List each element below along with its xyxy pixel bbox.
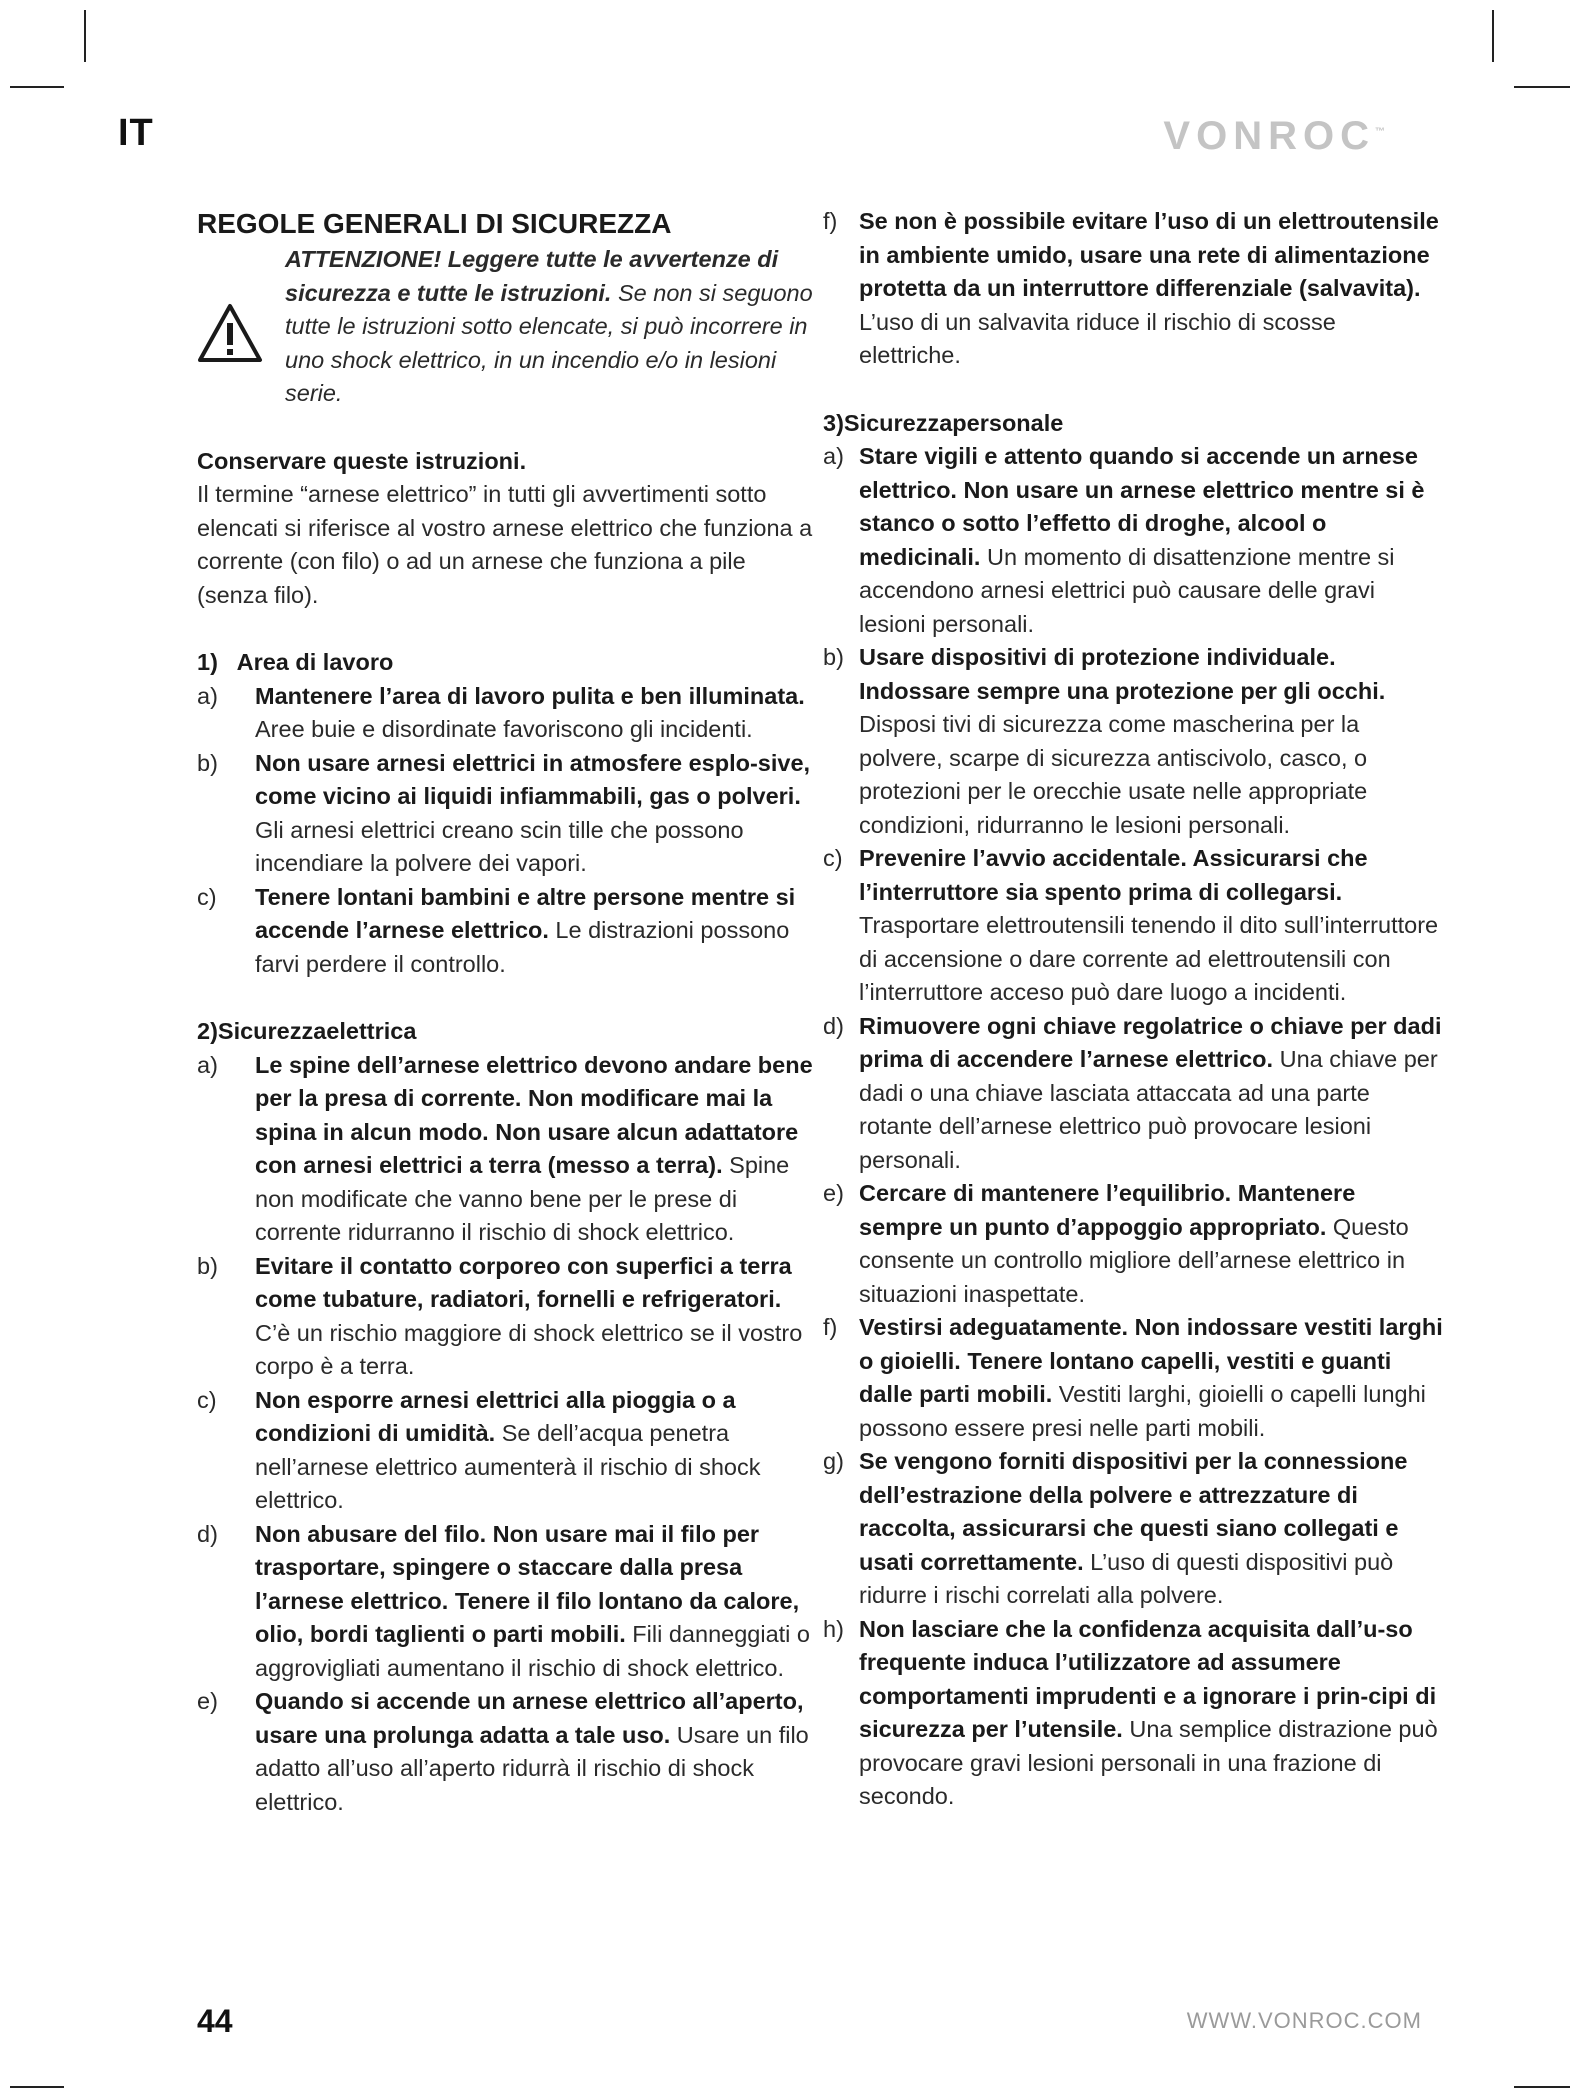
warning-block xyxy=(197,243,817,411)
keep-text: Il termine “arnese elettrico” in tutti gli avvertimenti sotto elencati si riferisce al vostro arnese elettrico che funziona a corrente (con filo) o ad un arnese che funziona a pile (senza filo). xyxy=(197,481,813,608)
list-item: c) Prevenire l’avvio accidentale. Assicurarsi che l’interruttore sia spento prima di collegarsi. Trasportare elettroutensili tenendo il dito sull’interruttore di accensione o dare corrente ad elettroutensili con l’interruttore acceso può dare luogo a incidenti. xyxy=(823,845,1439,1005)
list-item: e) Quando si accende un arnese elettrico all’aperto, usare una prolunga adatta a tale uso. Usare un filo adatto all’uso all’aperto ridurrà il rischio di shock elettrico. xyxy=(197,1688,809,1815)
list-item: g) Se vengono forniti dispositivi per la connessione dell’estrazione della polvere e attrezzature di raccolta, assicurarsi che questi siano collegati e usati correttamente. L’uso di questi dispositivi può ridurre i rischi correlati alla polvere. xyxy=(823,1448,1408,1608)
right-column xyxy=(823,205,1443,1814)
warning-triangle-icon xyxy=(197,303,263,363)
crop-mark xyxy=(1514,2086,1570,2088)
left-column xyxy=(197,205,817,1819)
warning-text: Se non si seguono tutte le istruzioni sotto elencate, si può incorrere in uno shock elettrico, in un incendio e/o in lesioni serie. xyxy=(285,279,813,406)
language-code: IT xyxy=(118,112,154,154)
list-item: a) Stare vigili e attento quando si accende un arnese elettrico. Non usare un arnese elettrico mentre si è stanco o sotto l’effetto di droghe, alcool o medicinali. Un momento di disattenzione mentre si accendono arnesi elettrici può causare delle gravi lesioni personali. xyxy=(823,443,1425,637)
page-number: 44 xyxy=(197,2003,233,2039)
warning-bold: ATTENZIONE! Leggere tutte le avvertenze di sicurezza e tutte le istruzioni. xyxy=(285,246,779,306)
page-title: REGOLE GENERALI DI SICUREZZA xyxy=(197,208,672,239)
list-item: b) Evitare il contatto corporeo con superfici a terra come tubature, radiatori, fornelli e refrigeratori. C’è un rischio maggiore di shock elettrico se il vostro corpo è a terra. xyxy=(197,1252,803,1379)
list-item: b) Non usare arnesi elettrici in atmosfere esplo-sive, come vicino ai liquidi infiammabili, gas o polveri. Gli arnesi elettrici creano scin tille che possono incendiare la polvere dei vapori. xyxy=(197,749,811,876)
list-item: a) Le spine dell’arnese elettrico devono andare bene per la presa di corrente. Non modificare mai la spina in alcun modo. Non usare alcun adattatore con arnesi elettrici a terra (messo a terra). Spine non modificate che vanno bene per le prese di corrente ridurranno il rischio di shock elettrico. xyxy=(197,1051,813,1245)
brand-logo: VONROC™ xyxy=(1163,114,1385,158)
footer-url: WWW.VONROC.COM xyxy=(1186,2008,1422,2033)
list-item: d) Non abusare del filo. Non usare mai il filo per trasportare, spingere o staccare dalla presa l’arnese elettrico. Tenere il filo lontano da calore, olio, bordi taglienti o parti mobili. Fili danneggiati o aggrovigliati aumentano il rischio di shock elettrico. xyxy=(197,1520,810,1681)
section-2-heading: 2)Sicurezzaelettrica xyxy=(197,1018,417,1044)
list-item: a) Mantenere l’area di lavoro pulita e ben illuminata. Aree buie e disordinate favoriscono gli incidenti. xyxy=(197,682,805,742)
crop-mark xyxy=(1492,10,1494,62)
list-item: h) Non lasciare che la confidenza acquisita dall’u-so frequente induca l’utilizzatore ad assumere comportamenti imprudenti e a ignorare i prin-cipi di sicurezza per l’utensile. Una semplice distrazione può provocare gravi lesioni personali in una frazione di secondo. xyxy=(823,1615,1438,1809)
keep-heading: Conservare queste istruzioni. xyxy=(197,447,527,474)
crop-mark xyxy=(1514,86,1570,88)
list-item: d) Rimuovere ogni chiave regolatrice o chiave per dadi prima di accendere l’arnese elettrico. Una chiave per dadi o una chiave lasciata attaccata ad una parte rotante dell’arnese elettrico può provocare lesioni personali. xyxy=(823,1012,1442,1173)
crop-mark xyxy=(10,2086,64,2088)
list-item: f) Se non è possibile evitare l’uso di un elettroutensile in ambiente umido, usare una rete di alimentazione protetta da un interruttore differenziale (salvavita). L’uso di un salvavita riduce il rischio di scosse elettriche. xyxy=(823,208,1439,368)
section-3-heading: 3)Sicurezzapersonale xyxy=(823,409,1064,436)
section-1-heading: 1) Area di lavoro xyxy=(197,649,394,675)
list-item: b) Usare dispositivi di protezione individuale. Indossare sempre una protezione per gli occhi. Disposi tivi di sicurezza come mascherina per la polvere, scarpe di sicurezza antiscivolo, casco, o protezioni per le orecchie usate nelle appropriate condizioni, ridurranno le lesioni personali. xyxy=(823,644,1386,838)
list-item: c) Non esporre arnesi elettrici alla pioggia o a condizioni di umidità. Se dell’acqua penetra nell’arnese elettrico aumenterà il rischio di shock elettrico. xyxy=(197,1386,761,1513)
list-item: f) Vestirsi adeguatamente. Non indossare vestiti larghi o gioielli. Tenere lontano capelli, vestiti e guanti dalle parti mobili. Vestiti larghi, gioielli o capelli lunghi possono essere presi nelle parti mobili. xyxy=(823,1314,1443,1441)
crop-mark xyxy=(10,86,64,88)
crop-mark xyxy=(84,10,86,62)
list-item: c) Tenere lontani bambini e altre persone mentre si accende l’arnese elettrico. Le distrazioni possono farvi perdere il controllo. xyxy=(197,883,796,977)
list-item: e) Cercare di mantenere l’equilibrio. Mantenere sempre un punto d’appoggio appropriato. Questo consente un controllo migliore dell’arnese elettrico in situazioni inaspettate. xyxy=(823,1180,1409,1307)
